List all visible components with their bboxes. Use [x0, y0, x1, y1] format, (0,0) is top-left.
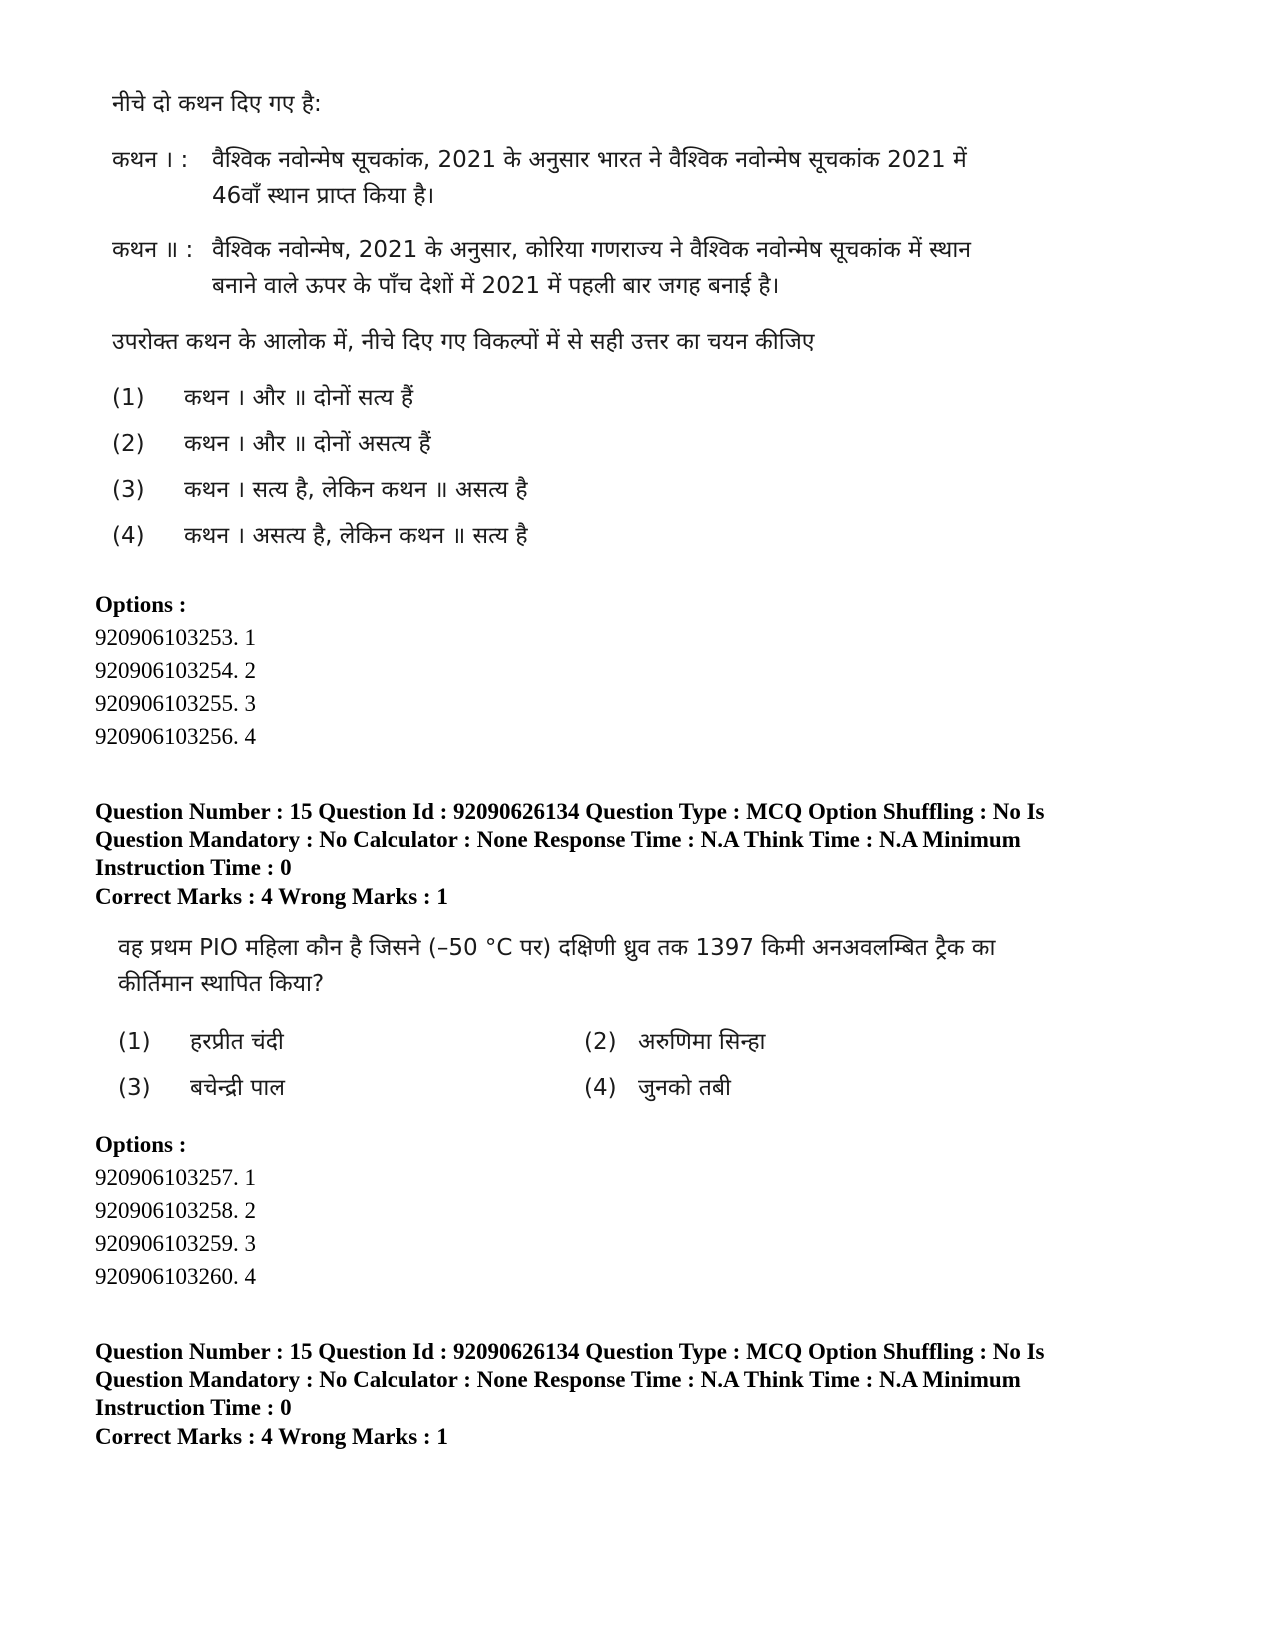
choice-text: कथन । सत्य है, लेकिन कथन ॥ असत्य है: [184, 477, 528, 503]
option-item: 920906103254. 2: [95, 658, 256, 683]
choice-number: (2): [112, 431, 145, 457]
q15-question: [118, 930, 995, 1002]
option-item: 920906103260. 4: [95, 1264, 256, 1289]
q14-instruction: उपरोक्त कथन के आलोक में, नीचे दिए गए विकल्पों में से सही उत्तर का चयन कीजिए: [112, 329, 815, 355]
q15-options-heading: Options :: [95, 1132, 187, 1157]
choice-number: (3): [118, 1075, 151, 1101]
choice-number: (1): [112, 385, 145, 411]
question-line-2: कीर्तिमान स्थापित किया?: [118, 971, 325, 997]
choice-text: जुनको तबी: [638, 1075, 731, 1101]
statement-1-line-1: वैश्विक नवोन्मेष सूचकांक, 2021 के अनुसार भारत ने वैश्विक नवोन्मेष सूचकांक 2021 में: [212, 147, 967, 173]
statement-2-line-1: वैश्विक नवोन्मेष, 2021 के अनुसार, कोरिया गणराज्य ने वैश्विक नवोन्मेष सूचकांक में स्थान: [212, 237, 972, 263]
q14-option-list: [95, 621, 256, 753]
q16-marks: Correct Marks : 4 Wrong Marks : 1: [95, 1424, 448, 1449]
q14-choice: [112, 426, 528, 472]
q14-choice: [112, 472, 528, 518]
option-item: 920906103255. 3: [95, 691, 256, 716]
q14-statement-1: [112, 142, 967, 214]
q14-choice: [112, 518, 528, 564]
q15-choice-4: [584, 1070, 731, 1106]
meta-line-3: Instruction Time : 0: [95, 855, 292, 880]
q15-choice-1: [118, 1024, 284, 1060]
statement-2-label: कथन ॥ :: [112, 237, 194, 263]
q15-option-list: [95, 1161, 256, 1293]
choice-text: हरप्रीत चंदी: [190, 1029, 284, 1055]
meta-line-1: Question Number : 15 Question Id : 92090626134 Question Type : MCQ Option Shuffling : No Is: [95, 1339, 1045, 1364]
option-item: 920906103256. 4: [95, 724, 256, 749]
choice-text: कथन । और ॥ दोनों सत्य हैं: [184, 385, 414, 411]
q15-choice-2: [584, 1024, 766, 1060]
choice-text: अरुणिमा सिन्हा: [638, 1029, 766, 1055]
q15-meta: [95, 795, 1045, 879]
q15-marks: Correct Marks : 4 Wrong Marks : 1: [95, 884, 448, 909]
q15-choice-3: [118, 1070, 285, 1106]
option-item: 920906103258. 2: [95, 1198, 256, 1223]
q14-intro: नीचे दो कथन दिए गए है:: [112, 91, 322, 117]
choice-text: कथन । और ॥ दोनों असत्य हैं: [184, 431, 431, 457]
choice-text: बचेन्द्री पाल: [190, 1075, 285, 1101]
statement-1-line-2: 46वाँ स्थान प्राप्त किया है।: [212, 183, 435, 209]
q14-choice-list: [112, 380, 528, 564]
option-item: 920906103253. 1: [95, 625, 256, 650]
statement-1-label: कथन । :: [112, 147, 189, 173]
q16-meta: [95, 1335, 1045, 1419]
choice-number: (1): [118, 1029, 151, 1055]
choice-number: (4): [584, 1075, 617, 1101]
question-line-1: वह प्रथम PIO महिला कौन है जिसने (–50 °C पर) दक्षिणी ध्रुव तक 1397 किमी अनअवलम्बित ट्रैक का: [118, 935, 996, 961]
choice-number: (2): [584, 1029, 617, 1055]
q14-options-heading: Options :: [95, 592, 187, 617]
meta-line-3: Instruction Time : 0: [95, 1395, 292, 1420]
statement-2-line-2: बनाने वाले ऊपर के पाँच देशों में 2021 में पहली बार जगह बनाई है।: [212, 273, 780, 299]
choice-text: कथन । असत्य है, लेकिन कथन ॥ सत्य है: [184, 523, 528, 549]
choice-number: (3): [112, 477, 145, 503]
meta-line-2: Question Mandatory : No Calculator : None Response Time : N.A Think Time : N.A Minimum: [95, 1367, 1021, 1392]
option-item: 920906103257. 1: [95, 1165, 256, 1190]
q14-statement-2: [112, 232, 971, 304]
meta-line-2: Question Mandatory : No Calculator : None Response Time : N.A Think Time : N.A Minimum: [95, 827, 1021, 852]
choice-number: (4): [112, 523, 145, 549]
meta-line-1: Question Number : 15 Question Id : 92090626134 Question Type : MCQ Option Shuffling : No Is: [95, 799, 1045, 824]
option-item: 920906103259. 3: [95, 1231, 256, 1256]
q14-choice: [112, 380, 528, 426]
